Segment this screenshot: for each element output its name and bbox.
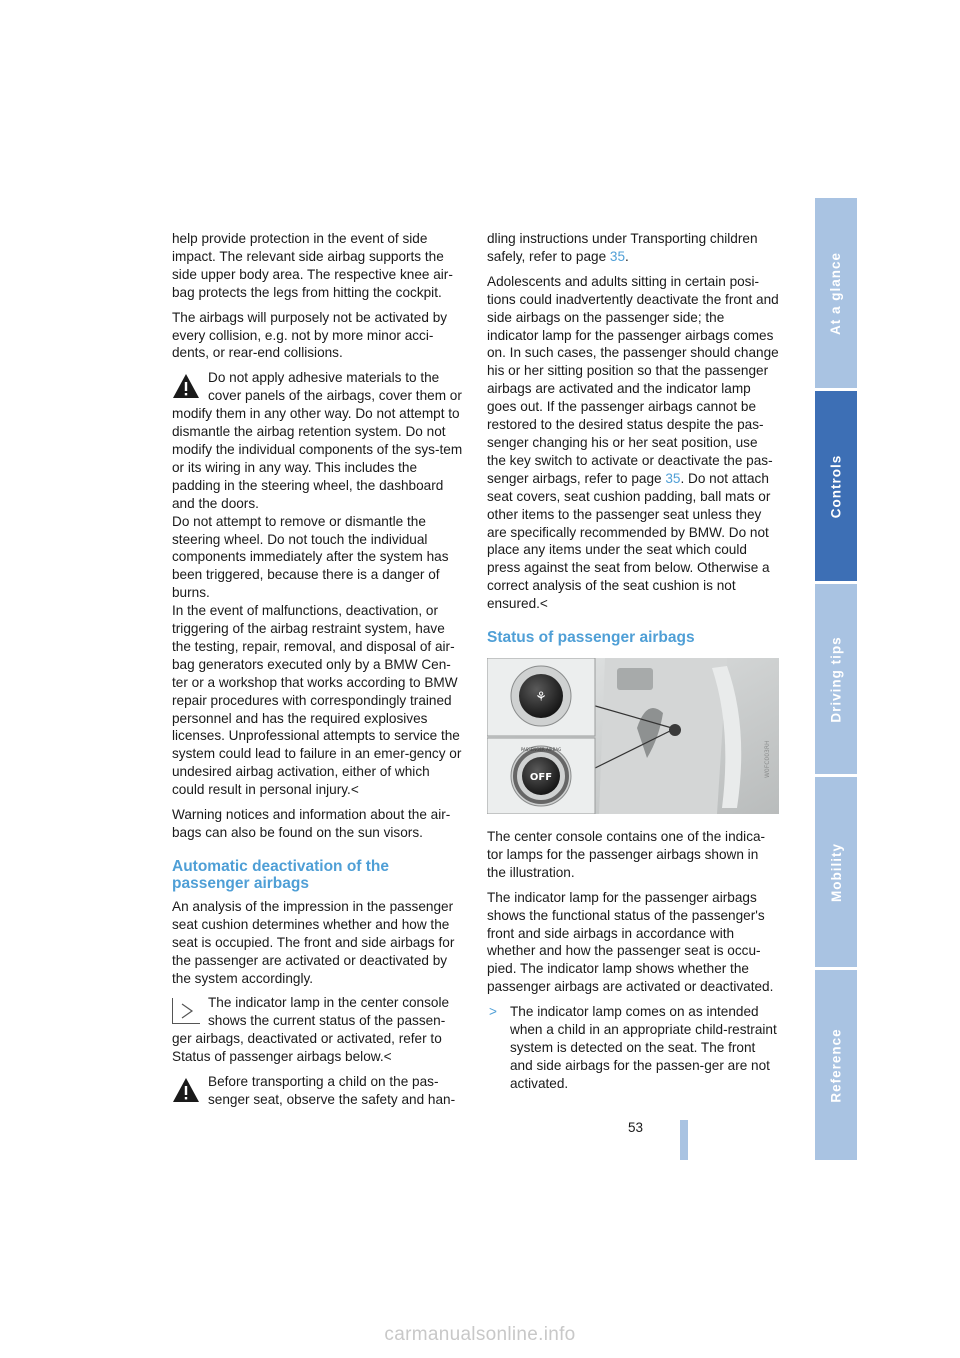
info-note — [172, 994, 464, 1066]
tab-label: Mobility — [828, 842, 844, 902]
list-item — [487, 1003, 779, 1093]
photo-code: W0FC003RH — [764, 740, 771, 779]
tab-label: Controls — [828, 454, 844, 518]
right-column — [487, 230, 779, 1100]
section-heading-auto-deactivation: Automatic deactivation of the passenger airbags — [172, 857, 390, 892]
ring-label: PASSENGER AIRBAG — [520, 747, 562, 753]
page-link[interactable]: 35 — [609, 248, 626, 264]
paragraph: Adolescents and adults sitting in certain posi-tions could inadvertently deactivate the front and side airbags on the passenger side; the indicator lamp for the passenger airbags comes on. In such cases, the passenger should change his or her sitting position so that the passenger airbags are activated and the indicator lamp goes out. If the passenger airbags cannot be restored to the desired status despite the pas-senger changing his or her seat position, use the key switch to activate or deactivate the pas-senger airbags, refer to page — [487, 273, 779, 486]
warning-note — [172, 369, 464, 799]
end-mark: < — [383, 1049, 392, 1065]
tab-driving-tips[interactable] — [815, 584, 857, 774]
warning-triangle-icon — [172, 1077, 200, 1103]
warning-text: Do not attempt to remove or dismantle the steering wheel. Do not touch the individual components immediately after the system has been triggered, because there is a danger of burns. — [172, 513, 449, 601]
paragraph: The indicator lamp for the passenger airbags shows the functional status of the passenger's front and side airbags in accordance with whether and how the passenger seat is occu-pied. The indicator lamp shows whether the passenger airbags are activated or deactivated. — [487, 889, 774, 995]
end-mark: < — [539, 596, 548, 612]
note-text: ger airbags, deactivated or activated, refer to Status of passenger airbags below. — [172, 1031, 442, 1065]
paragraph: . Do not attach seat covers, seat cushion padding, ball mats or other items to the passenger seat unless they are specifically recommended by BMW. Do not place any items under the seat which could press against the seat from below. Otherwise a correct analysis of the seat cushion is not ensured. — [487, 470, 771, 612]
paragraph: dling instructions under Transporting children safely, refer to page — [487, 231, 758, 264]
watermark-footer: carmanualsonline.info — [384, 1324, 576, 1345]
paragraph: Warning notices and information about the air-bags can also be found on the sun visors. — [172, 807, 451, 840]
note-arrow-icon — [172, 998, 200, 1024]
paragraph: The center console contains one of the indica-tor lamps for the passenger airbags shown in the illustration. — [487, 829, 766, 880]
page-link[interactable]: 35 — [665, 470, 681, 486]
warning-text-first: Do not apply adhesive materials to the cover panels of the airbags, cover them or — [208, 370, 462, 404]
paragraph: The airbags will purposely not be activated by every collision, e.g. not by more minor acci-dents, or rear-end collisions. — [172, 309, 448, 361]
airbag-symbol-icon: ⚘ — [535, 690, 547, 706]
warning-text: In the event of malfunctions, deactivation, or triggering of the airbag restraint system, have the testing, repair, removal, and disposal of air-bag generators executed only by a BMW Cen-ter or a workshop that works according to BMW repair procedures with correspondingly trained personnel and has the required explosives licenses. Unprofessional attempts to service the system could lead to failure in an emer-gency or undesired airbag activation, either of which could result in personal injury. — [172, 603, 462, 798]
note-text-first: The indicator lamp in the center console shows the current status of the passen- — [208, 995, 450, 1029]
page-number: 53 — [628, 1120, 644, 1135]
punct: . — [625, 248, 629, 264]
tab-controls[interactable] — [815, 391, 857, 581]
bullet-arrow-icon: > — [489, 1004, 497, 1020]
tab-label: At a glance — [828, 251, 844, 335]
warning-text-first: Before transporting a child on the pas-senger seat, observe the safety and han- — [208, 1074, 456, 1107]
tab-mobility[interactable] — [815, 777, 857, 967]
warning-note — [172, 1073, 464, 1109]
page-marker-bar — [680, 1120, 688, 1160]
passenger-airbag-illustration — [487, 658, 779, 814]
left-column — [172, 230, 464, 1116]
tab-reference[interactable] — [815, 970, 857, 1160]
warning-triangle-icon — [172, 373, 200, 399]
illustration-svg — [487, 658, 779, 814]
warning-text: modify them in any other way. Do not attempt to dismantle the airbag retention system. Do not modify the individual components of the sys-tem or its wiring in any way. This includes the padding in the steering wheel, the dashboard and the doors. — [172, 406, 463, 511]
list-item-text: The indicator lamp comes on as intended when a child in an appropriate child-restraint system is detected on the seat. The front and side airbags for the passen-ger are not activated. — [510, 1004, 777, 1091]
section-heading-status: Status of passenger airbags — [487, 629, 695, 647]
paragraph: help provide protection in the event of side impact. The relevant side airbag supports the side upper body area. The respective knee air-bag protects the legs from hitting the cockpit. — [172, 231, 453, 300]
off-label: OFF — [529, 772, 553, 784]
tab-label: Reference — [828, 1027, 844, 1103]
end-mark: < — [350, 782, 359, 798]
tab-label: Driving tips — [828, 635, 844, 723]
paragraph: An analysis of the impression in the passenger seat cushion determines whether and how the seat is occupied. The front and side airbags for the passenger are activated or deactivated by the system accordingly. — [172, 898, 455, 986]
tab-at-a-glance[interactable] — [815, 198, 857, 388]
